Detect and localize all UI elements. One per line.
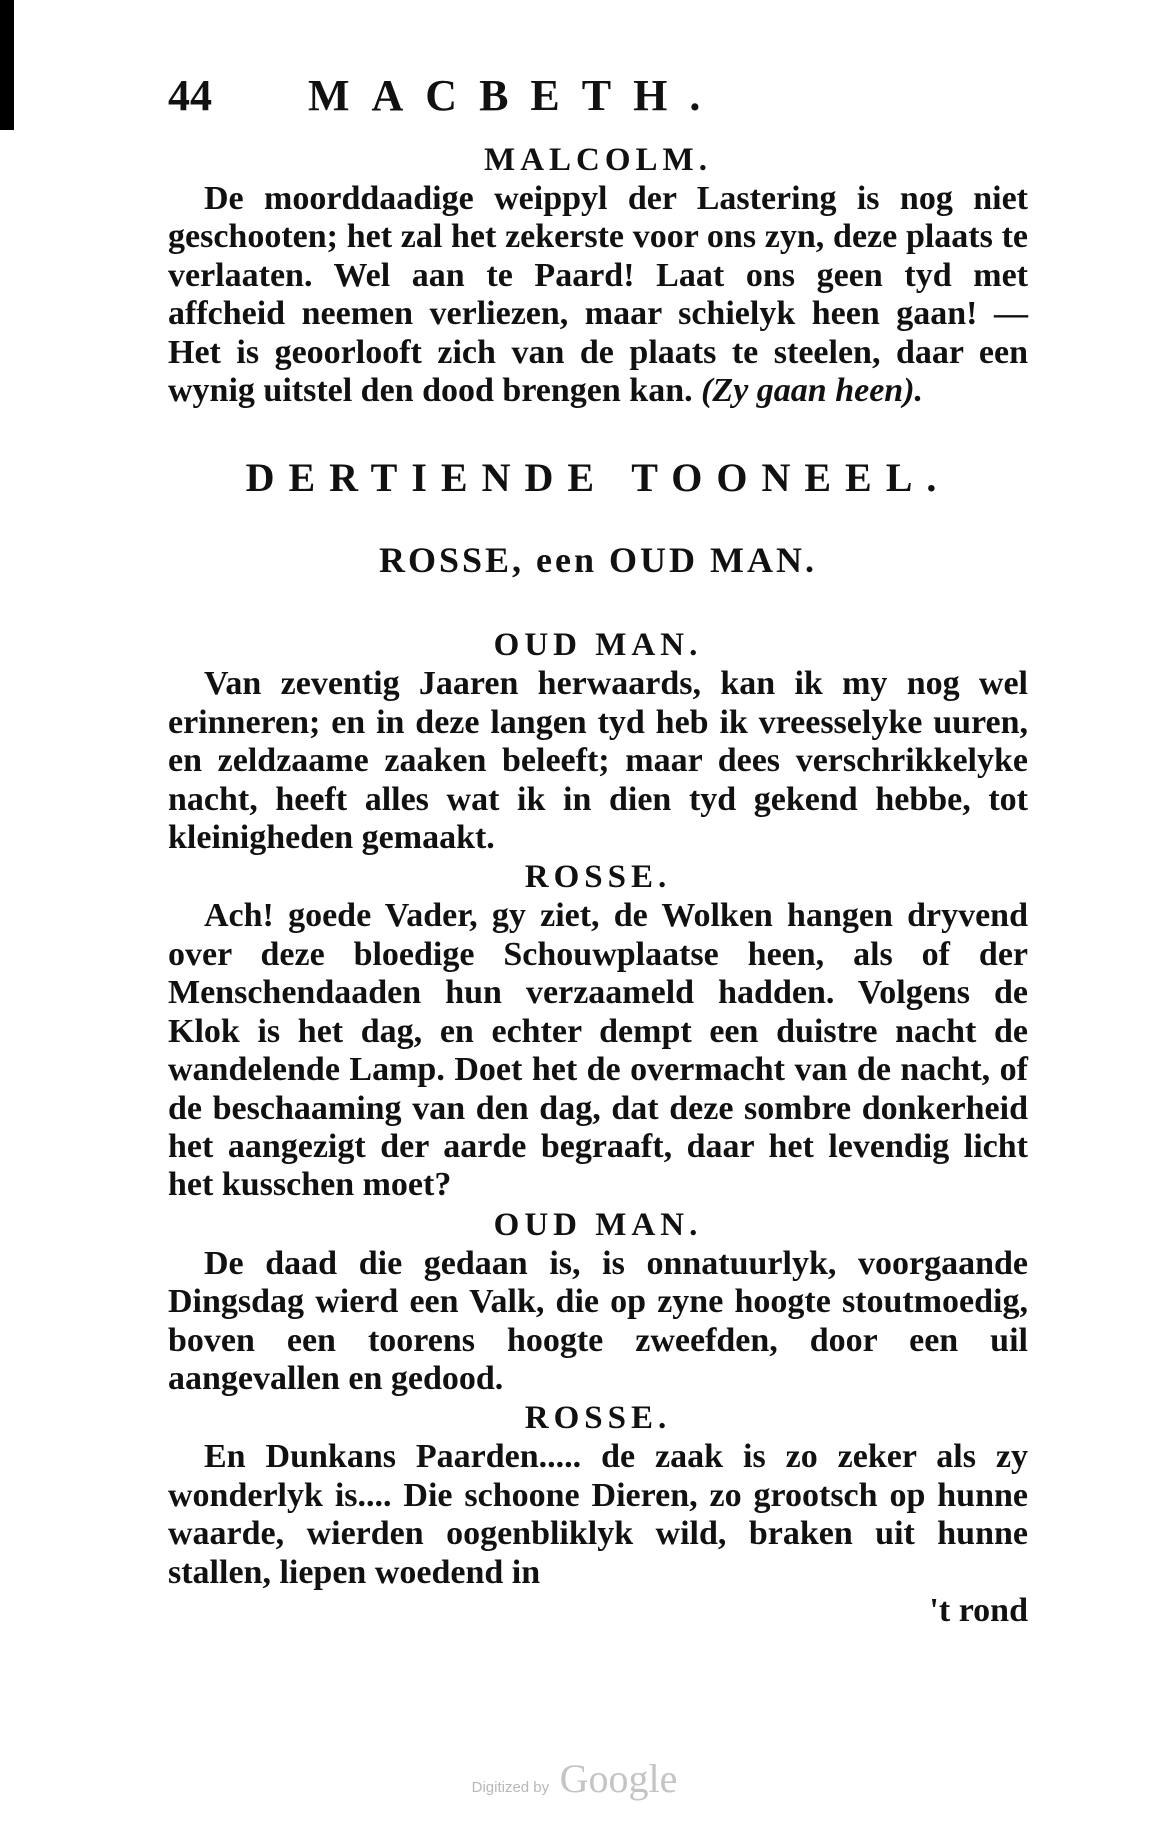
speaker-name: OUD MAN. <box>493 1206 703 1243</box>
speech-text: Van zeventig Jaaren herwaards, kan ik my nog wel erinneren; en in deze langen tyd heb ik vreesselyke uuren, en zeldzaame zaaken beleeft; maar dees verschrikkelyke nacht, heeft alles wat ik in dien tyd gekend hebbe, tot kleinigheden gemaakt. <box>168 665 1028 857</box>
catchword: 't rond <box>929 1591 1028 1629</box>
speech-body: De moorddaadige weippyl der Lastering is nog niet geschooten; het zal het zekerste voor ons zyn, deze plaats te verlaaten. Wel aan te Paard! Laat ons geen tyd met affcheid neemen verliezen, maar schielyk heen gaan! — Het is geoorlooft zich van de plaats te steelen, daar een wynig uitstel den dood brengen kan. <box>168 180 1028 410</box>
speaker-name: ROSSE. <box>524 1400 672 1437</box>
speech-text: En Dunkans Paarden..... de zaak is zo zeker als zy wonderlyk is.... Die schoone Dieren, zo grootsch op hunne waarde, wierden oogenbliklyk wild, braken uit hunne stallen, liepen woedend in <box>168 1438 1028 1591</box>
speech-text: De daad die gedaan is, is onnatuurlyk, voorgaande Dingsdag wierd een Valk, die op zyne hoogte stoutmoedig, boven een toorens hoogte zweefden, door een uil aangevallen en gedood. <box>168 1244 1028 1397</box>
speech-text <box>168 180 1028 410</box>
speaker-name: OUD MAN. <box>493 627 703 664</box>
page-header <box>168 70 1028 140</box>
speaker-name: MALCOLM. <box>484 142 712 178</box>
scene-title: DERTIENDE TOONEEL. <box>245 455 951 501</box>
book-page <box>168 70 1028 1630</box>
page-edge-shadow <box>0 0 14 130</box>
running-title: MACBETH. <box>308 71 723 120</box>
page-number: 44 <box>168 71 212 120</box>
speaker-name: ROSSE. <box>524 859 672 896</box>
google-logo: Google <box>559 1756 678 1801</box>
watermark-prefix: Digitized by <box>471 1779 550 1796</box>
scene-cast: ROSSE, een OUD MAN. <box>378 540 817 581</box>
digitization-watermark <box>0 1755 1149 1802</box>
speech-text: Ach! goede Vader, gy ziet, de Wolken hangen dryvend over deze bloedige Schouwplaatse heen, als of der Menschendaaden hun verzaameld hadden. Volgens de Klok is het dag, en echter dempt een duistre nacht de wandelende Lamp. Doet het de overmacht van de nacht, of de beschaaming van den dag, dat deze sombre donkerheid het aangezigt der aarde begraaft, daar het levendig licht het kusschen moet? <box>168 897 1028 1204</box>
stage-direction: (Zy gaan heen). <box>701 372 924 410</box>
